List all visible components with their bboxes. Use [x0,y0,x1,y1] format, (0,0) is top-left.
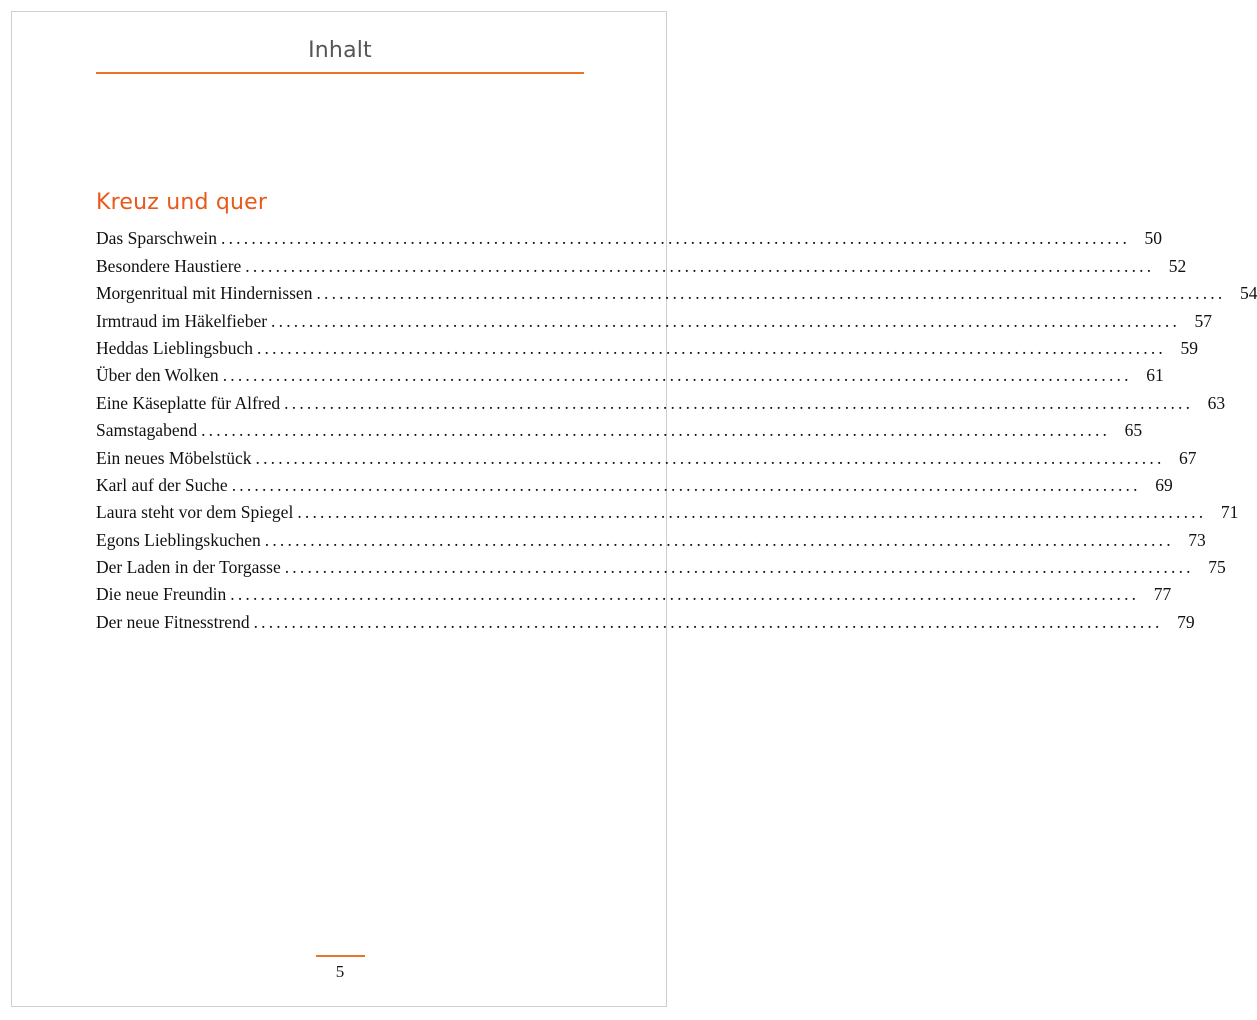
toc-leader-dots: ........................................................................................................................ [284,392,1194,413]
toc-entry [96,332,1198,359]
toc-entry-title: Besondere Haustiere [96,255,242,276]
toc-entry-page: 52 [1168,255,1187,276]
toc-entry-page: 69 [1155,474,1173,495]
toc-entry-page: 77 [1153,584,1172,605]
toc-entry-page: 65 [1124,420,1143,441]
toc-entry [96,277,1257,304]
toc-leader-dots: ........................................................................................................................ [284,557,1194,578]
footer-divider [316,955,365,957]
toc-entry [96,496,1239,523]
toc-leader-dots: ........................................................................................................................ [222,365,1132,386]
toc-entry-title: Irmtraud im Häkelfieber [96,310,268,331]
toc-entry [96,414,1143,441]
toc-entry-title: Samstagabend [96,420,198,441]
toc-entry-title: Die neue Freundin [96,584,227,605]
toc-entry-title: Heddas Lieblingsbuch [96,337,253,358]
toc-entry-page: 54 [1239,283,1257,304]
toc-entry-title: Das Sparschwein [96,228,218,249]
toc-entry [96,551,1226,578]
page-number: 5 [335,962,345,981]
toc-leader-dots: ........................................................................................................................ [201,420,1111,441]
toc-leader-dots: ........................................................................................................................ [271,310,1181,331]
toc-entry [96,386,1226,413]
toc-leader-dots: ........................................................................................................................ [253,611,1163,632]
toc-entry-page: 57 [1194,310,1213,331]
toc-entry-title: Der neue Fitnesstrend [96,611,250,632]
toc-entry [96,304,1213,331]
toc-entry [96,578,1172,605]
toc-entry-page: 73 [1188,529,1206,550]
toc-entry-page: 67 [1179,447,1197,468]
toc-entry-page: 75 [1208,557,1226,578]
toc-entry-title: Karl auf der Suche [96,474,228,495]
section-heading: Kreuz und quer [96,190,268,215]
toc-entry [96,222,1163,249]
toc-entry-page: 71 [1220,502,1239,523]
toc-entry-title: Morgenritual mit Hindernissen [96,283,313,304]
toc-leader-dots: ........................................................................................................................ [316,283,1226,304]
toc-entry [96,249,1187,276]
toc-entry-title: Egons Lieblingskuchen [96,529,261,550]
toc-leader-dots: ........................................................................................................................ [256,337,1166,358]
toc-leader-dots: ........................................................................................................................ [245,255,1155,276]
toc-leader-dots: ........................................................................................................................ [230,584,1140,605]
toc-entry [96,441,1197,468]
toc-entry-title: Eine Käseplatte für Alfred [96,392,281,413]
toc-entry-page: 61 [1146,365,1164,386]
toc-entry-title: Über den Wolken [96,365,219,386]
toc-entry-title: Der Laden in der Torgasse [96,557,281,578]
toc-entry-page: 79 [1177,611,1195,632]
header-divider [96,72,584,74]
toc-entry [96,523,1206,550]
toc-entry [96,605,1195,632]
toc-entry-title: Laura steht vor dem Spiegel [96,502,294,523]
toc-leader-dots: ........................................................................................................................ [297,502,1207,523]
toc-entry-page: 59 [1180,337,1198,358]
toc-entry [96,359,1164,386]
table-of-contents [96,222,1257,633]
toc-entry [96,469,1173,496]
toc-leader-dots: ........................................................................................................................ [231,474,1141,495]
toc-entry-page: 63 [1207,392,1226,413]
toc-leader-dots: ........................................................................................................................ [221,228,1131,249]
toc-entry-page: 50 [1144,228,1163,249]
toc-leader-dots: ........................................................................................................................ [264,529,1174,550]
toc-leader-dots: ........................................................................................................................ [255,447,1165,468]
page-header-title: Inhalt [308,38,372,63]
toc-entry-title: Ein neues Möbelstück [96,447,252,468]
